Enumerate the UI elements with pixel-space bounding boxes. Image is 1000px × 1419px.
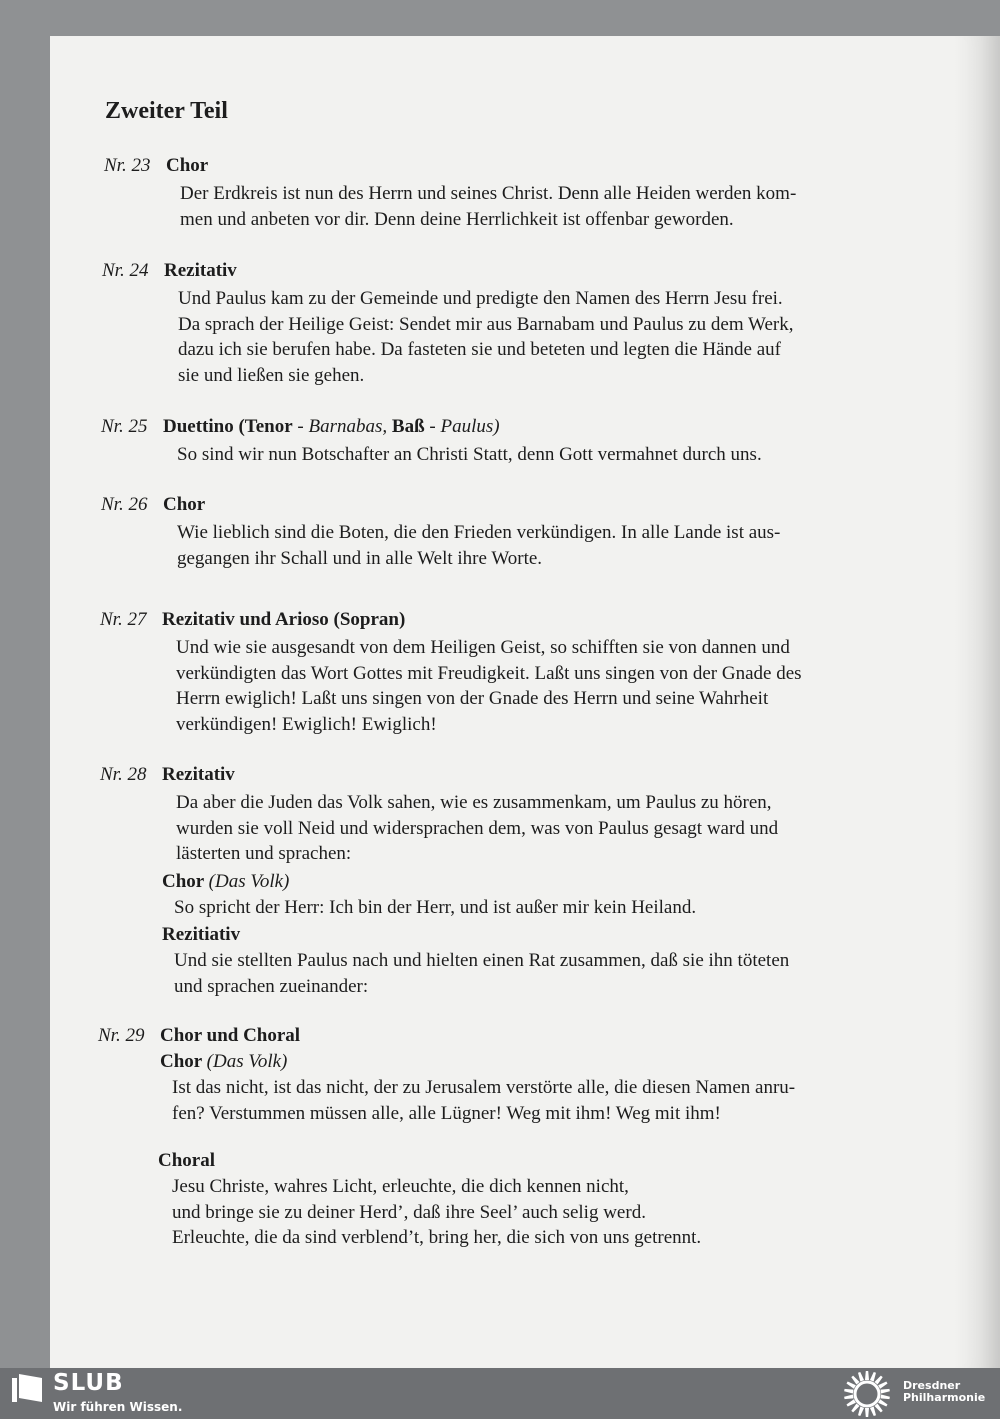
text-line: Und sie stellten Paulus nach und hielten einen Rat zusammen, daß sie ihn töteten [174, 950, 790, 971]
entry-number: Nr. 28 [100, 764, 147, 785]
entry-heading-part: - [292, 416, 309, 437]
text-line: fen? Verstummen müssen alle, alle Lügner! Weg mit ihm! Weg mit ihm! [172, 1102, 721, 1124]
sub-heading-label: Chor [162, 870, 204, 892]
page-spine-shadow [954, 36, 1000, 1368]
text-line: So spricht der Herr: Ich bin der Herr, und ist außer mir kein Heiland. [174, 896, 697, 918]
entry-number: Nr. 24 [102, 260, 149, 281]
text-line: So sind wir nun Botschafter an Christi Statt, denn Gott vermahnet durch uns. [177, 444, 762, 465]
entry-nr-28 [100, 763, 789, 999]
entry-number: Nr. 26 [101, 494, 148, 515]
entry-heading: Chor [163, 494, 206, 515]
entry-heading: Chor [166, 155, 209, 176]
text-line: Der Erdkreis ist nun des Herrn und seines Christ. Denn alle Heiden werden kom- [180, 183, 797, 204]
section-title: Zweiter Teil [105, 98, 228, 124]
text-line: sie und ließen sie gehen. [178, 364, 365, 386]
entry-nr-25 [101, 415, 762, 468]
text-line: wurden sie voll Neid und widersprachen dem, was von Paulus gesagt ward und [176, 817, 779, 839]
entry-heading: Chor und Choral [160, 1025, 301, 1046]
text-line: verkündigen! Ewiglich! Ewiglich! [176, 713, 437, 735]
entry-heading-part: Duettino (Tenor [163, 416, 293, 437]
sub-heading-note: (Das Volk) [206, 1051, 288, 1072]
partner-name [903, 1380, 985, 1404]
sunburst-logo-icon [842, 1370, 892, 1418]
entry-number: Nr. 27 [100, 609, 147, 630]
entry-heading-part: Baß [387, 416, 425, 437]
text-line: Da sprach der Heilige Geist: Sendet mir aus Barnabam und Paulus zu dem Werk, [178, 313, 794, 335]
text-line: Wie lieblich sind die Boten, die den Frieden verkündigen. In alle Lande ist aus- [177, 522, 781, 543]
entry-number: Nr. 25 [101, 416, 148, 437]
entry-nr-27 [100, 608, 802, 737]
text-line: Jesu Christe, wahres Licht, erleuchte, die dich kennen nicht, [172, 1176, 629, 1197]
sub-heading-label: Chor [160, 1051, 202, 1072]
entry-number: Nr. 23 [104, 155, 151, 176]
text-line: und sprachen zueinander: [174, 975, 369, 997]
partner-line-2: Philharmonie [903, 1391, 986, 1404]
entry-heading: Rezitativ [164, 260, 237, 281]
entry-nr-24 [102, 259, 793, 388]
text-line: Da aber die Juden das Volk sahen, wie es zusammenkam, um Paulus zu hören, [176, 792, 772, 813]
sub-heading-note: (Das Volk) [208, 870, 290, 892]
entry-heading: Rezitativ [162, 764, 235, 785]
entry-nr-26 [101, 493, 780, 571]
sub-heading-chor [162, 869, 789, 894]
entry-heading-part: - [424, 416, 441, 437]
text-line: Und Paulus kam zu der Gemeinde und predigte den Namen des Herrn Jesu frei. [178, 288, 783, 309]
library-name: SLUB [53, 1370, 124, 1396]
entry-nr-29 [98, 1024, 795, 1251]
document-page [50, 36, 1000, 1368]
text-line: und bringe sie zu deiner Herd’, daß ihre Seel’ auch selig werd. [172, 1201, 646, 1223]
entry-heading-part: Barnabas, [308, 416, 388, 437]
text-line: gegangen ihr Schall und in alle Welt ihre Worte. [177, 547, 543, 569]
text-line: Herrn ewiglich! Laßt uns singen von der Gnade des Herrn und seine Wahrheit [176, 688, 769, 709]
library-tagline: Wir führen Wissen. [53, 1400, 183, 1414]
text-line: Und wie sie ausgesandt von dem Heiligen Geist, so schifften sie von dannen und [176, 637, 790, 658]
text-line: Erleuchte, die da sind verblend’t, bring her, die sich von uns getrennt. [172, 1227, 702, 1248]
entry-heading: Rezitativ und Arioso (Sopran) [162, 609, 406, 630]
text-line: verkündigten das Wort Gottes mit Freudigkeit. Laßt uns singen von der Gnade des [176, 662, 802, 684]
entry-nr-23 [104, 154, 796, 232]
text-line: lästerten und sprachen: [176, 843, 352, 864]
sub-heading-rezitativ: Rezitiativ [162, 924, 241, 945]
sub-heading-chor [160, 1049, 795, 1074]
text-line: dazu ich sie berufen habe. Da fasteten sie und beteten und legten die Hände auf [178, 339, 781, 360]
footer-bar [0, 1368, 1000, 1419]
sub-heading-choral: Choral [158, 1150, 215, 1171]
partner-line-1: Dresdner [903, 1379, 961, 1392]
text-line: men und anbeten vor dir. Denn deine Herrlichkeit ist offenbar geworden. [180, 208, 734, 230]
slub-logo-icon [12, 1374, 42, 1402]
text-line: Ist das nicht, ist das nicht, der zu Jerusalem verstörte alle, die diesen Namen anru- [172, 1077, 796, 1098]
entry-number: Nr. 29 [98, 1025, 145, 1046]
entry-heading-part: Paulus) [440, 416, 500, 437]
